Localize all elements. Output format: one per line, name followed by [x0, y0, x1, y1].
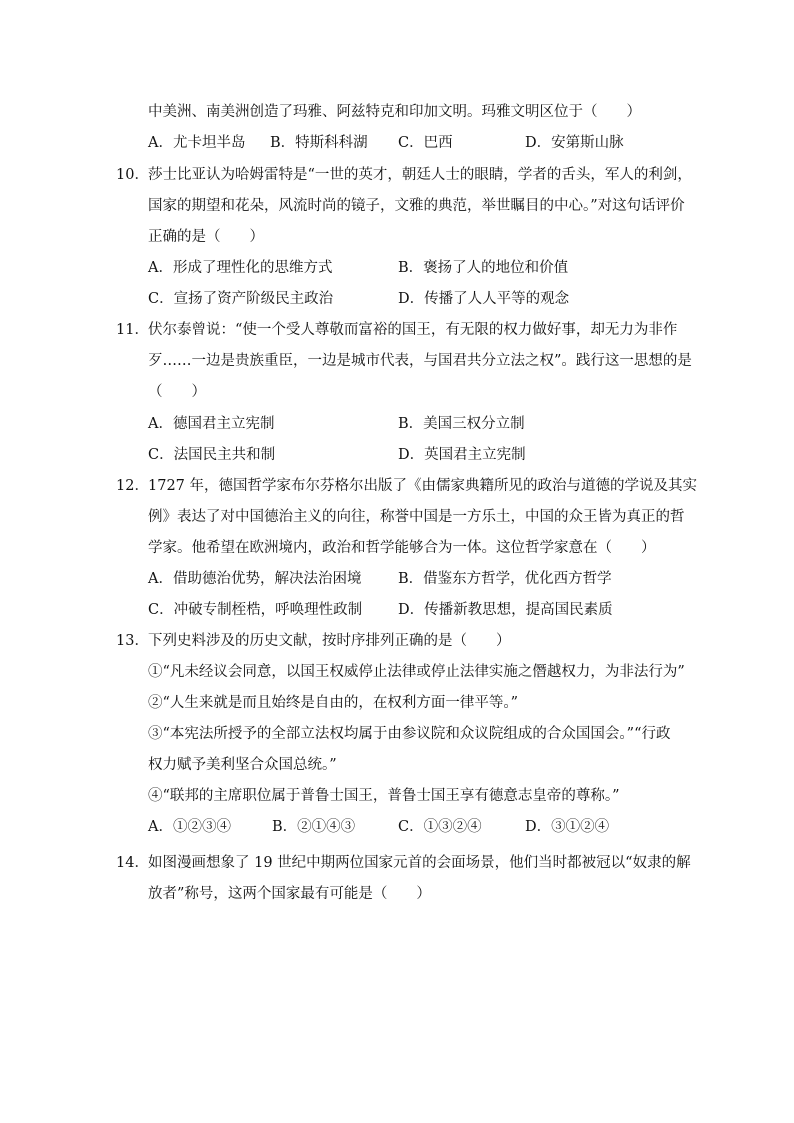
- q13-stem-line-1: 下列史料涉及的历史文献，按时序排列正确的是（ ）: [148, 633, 511, 649]
- q13-option-b: B．②①④③: [272, 819, 356, 835]
- q14-number: 14．: [116, 855, 149, 871]
- q10-option-a: A．形成了理性化的思维方式: [148, 260, 333, 276]
- q13-source-3-line-1: ③“本宪法所授予的全部立法权均属于由参议院和众议院组成的合众国国会。”“行政: [148, 726, 671, 742]
- q12-stem-line-2: 例》表达了对中国德治主义的向往，称誉中国是一方乐土，中国的众王皆为真正的哲: [148, 509, 685, 525]
- q13-source-3-line-2: 权力赋予美利坚合众国总统。”: [148, 757, 337, 773]
- q14-stem-line-1: 如图漫画想象了 19 世纪中期两位国家元首的会面场景，他们当时都被冠以“奴隶的解: [148, 855, 691, 871]
- q9-option-d: D．安第斯山脉: [525, 135, 624, 151]
- q11-stem-line-3: （ ）: [148, 384, 206, 400]
- q12-option-b: B．借鉴东方哲学，优化西方哲学: [398, 571, 612, 587]
- q12-number: 12．: [116, 478, 149, 494]
- q10-option-d: D．传播了人人平等的观念: [398, 291, 570, 307]
- q13-option-a: A．①②③④: [148, 819, 231, 835]
- q11-option-d: D．英国君主立宪制: [398, 447, 526, 463]
- q9-option-b: B．特斯科科湖: [270, 135, 368, 151]
- q13-option-c: C．①③②④: [398, 819, 482, 835]
- q12-option-a: A．借助德治优势，解决法治困境: [148, 571, 362, 587]
- q13-option-d: D．③①②④: [525, 819, 610, 835]
- q12-option-c: C．冲破专制桎梏，呼唤理性政制: [148, 602, 363, 618]
- q10-number: 10．: [116, 167, 149, 183]
- q10-option-c: C．宣扬了资产阶级民主政治: [148, 291, 334, 307]
- q10-stem-line-3: 正确的是（ ）: [148, 229, 264, 245]
- q11-stem-line-1: 伏尔泰曾说：“使一个受人尊敬而富裕的国王，有无限的权力做好事，却无力为非作: [148, 322, 678, 338]
- q11-option-c: C．法国民主共和制: [148, 447, 276, 463]
- q12-option-d: D．传播新教思想，提高国民素质: [398, 602, 613, 618]
- q11-stem-line-2: 歹……一边是贵族重臣，一边是城市代表，与国君共分立法之权”。践行这一思想的是: [148, 353, 692, 369]
- q10-stem-line-1: 莎士比亚认为哈姆雷特是“一世的英才，朝廷人士的眼睛，学者的舌头，军人的利剑，: [148, 167, 692, 183]
- q10-option-b: B．褒扬了人的地位和价值: [398, 260, 569, 276]
- q12-stem-line-3: 学家。他希望在欧洲境内，政治和哲学能够合为一体。这位哲学家意在（ ）: [148, 540, 656, 556]
- q9-option-a: A．尤卡坦半岛: [148, 135, 246, 151]
- q10-stem-line-2: 国家的期望和花朵，风流时尚的镜子，文雅的典范，举世瞩目的中心。”对这句话评价: [148, 198, 685, 214]
- q11-option-b: B．美国三权分立制: [398, 416, 525, 432]
- q14-stem-line-2: 放者”称号，这两个国家最有可能是（ ）: [148, 886, 431, 902]
- q13-number: 13．: [116, 633, 149, 649]
- q11-number: 11．: [116, 322, 149, 338]
- q13-source-1: ①“凡未经议会同意，以国王权威停止法律或停止法律实施之僭越权力，为非法行为”: [148, 664, 685, 680]
- q12-stem-line-1: 1727 年，德国哲学家布尔芬格尔出版了《由儒家典籍所见的政治与道德的学说及其实: [148, 478, 698, 494]
- q9-option-c: C．巴西: [398, 135, 453, 151]
- q11-option-a: A．德国君主立宪制: [148, 416, 275, 432]
- q13-source-2: ②“人生来就是而且始终是自由的，在权利方面一律平等。”: [148, 695, 519, 711]
- q13-source-4: ④“联邦的主席职位属于普鲁士国王，普鲁士国王享有德意志皇帝的尊称。”: [148, 788, 620, 804]
- q9-stem-line: 中美洲、南美洲创造了玛雅、阿兹特克和印加文明。玛雅文明区位于（ ）: [148, 104, 641, 120]
